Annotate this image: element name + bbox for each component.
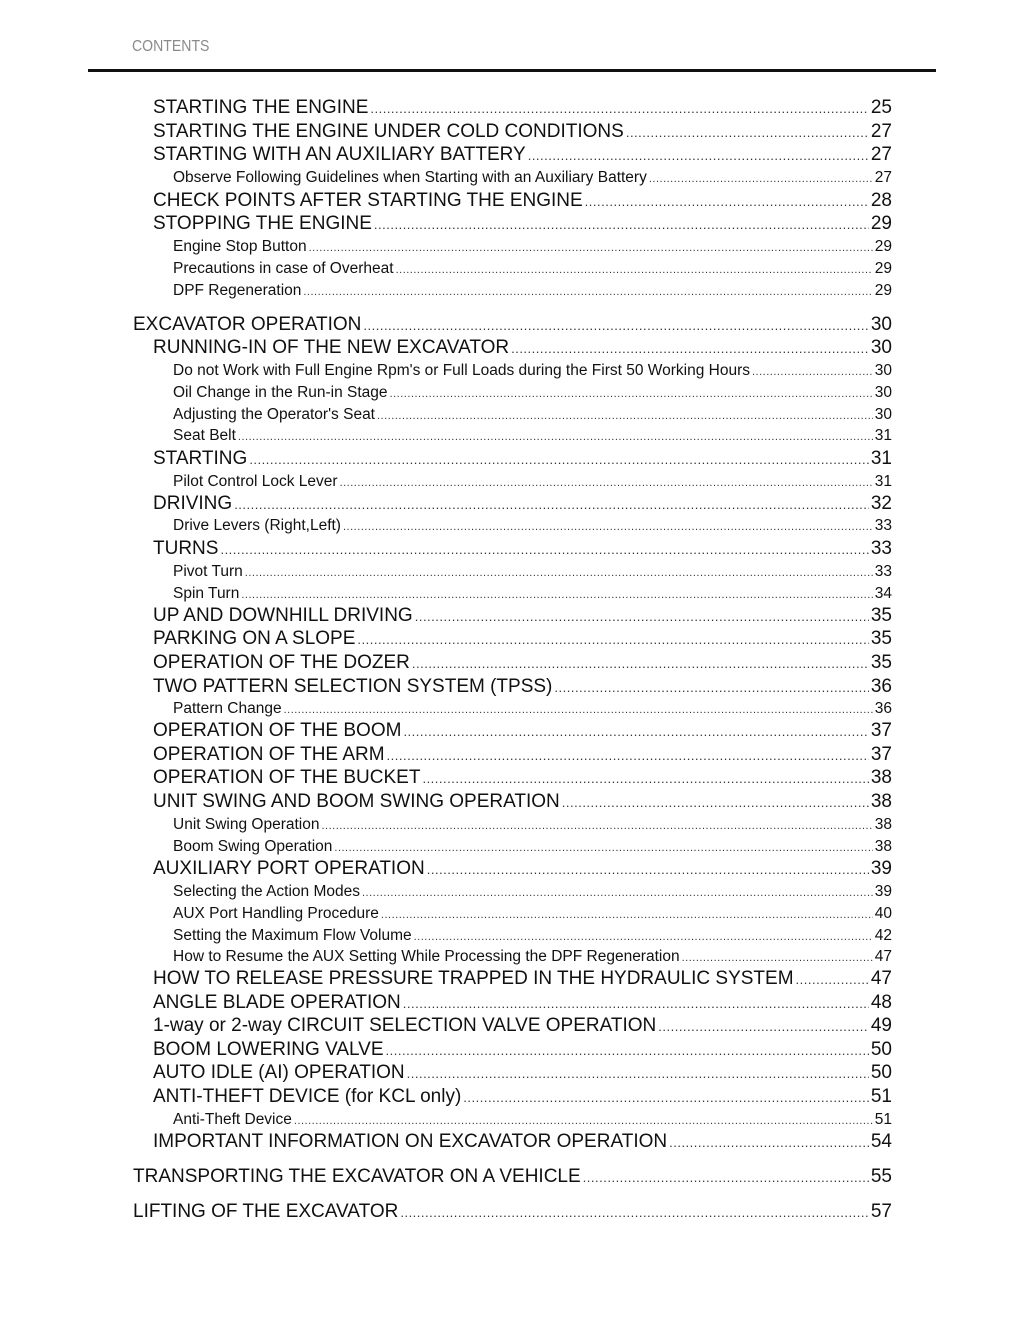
toc-entry-page: 48	[870, 992, 892, 1013]
toc-entry-title: Observe Following Guidelines when Starting with an Auxiliary Battery	[173, 169, 647, 186]
toc-entry-title: IMPORTANT INFORMATION ON EXCAVATOR OPERATION	[153, 1131, 668, 1152]
toc-entry[interactable]	[133, 314, 892, 336]
toc-entry-title: TURNS	[153, 538, 219, 559]
toc-entry-title: Boom Swing Operation	[173, 838, 333, 855]
dot-leader	[583, 1170, 869, 1185]
toc-entry-page: 57	[870, 1201, 892, 1222]
toc-entry-page: 32	[870, 493, 892, 514]
toc-entry-title: STOPPING THE ENGINE	[153, 213, 372, 234]
dot-leader	[658, 1019, 869, 1034]
toc-entry[interactable]	[153, 767, 892, 789]
toc-entry-title: Anti-Theft Device	[173, 1111, 292, 1128]
toc-entry-title: UP AND DOWNHILL DRIVING	[153, 605, 413, 626]
toc-entry-page: 33	[870, 538, 892, 559]
dot-leader	[463, 1090, 869, 1105]
toc-entry-title: OPERATION OF THE BUCKET	[153, 767, 421, 788]
dot-leader	[363, 318, 868, 333]
dot-leader	[390, 388, 873, 400]
toc-entry-title: BOOM LOWERING VALVE	[153, 1039, 384, 1060]
dot-leader	[284, 704, 873, 716]
toc-entry-title: OPERATION OF THE DOZER	[153, 652, 410, 673]
dot-leader	[303, 286, 872, 298]
toc-entry-page: 31	[874, 427, 892, 444]
toc-entry-page: 35	[870, 605, 892, 626]
toc-entry-page: 38	[870, 791, 892, 812]
dot-leader	[562, 795, 869, 810]
toc-entry-title: Oil Change in the Run-in Stage	[173, 384, 388, 401]
toc-entry-page: 30	[874, 406, 892, 423]
toc-entry-page: 30	[870, 337, 892, 358]
dot-leader	[626, 125, 869, 140]
dot-leader	[340, 477, 873, 489]
toc-entry-title: AUX Port Handling Procedure	[173, 905, 379, 922]
toc-entry[interactable]	[173, 427, 892, 445]
toc-entry-page: 29	[874, 260, 892, 277]
toc-entry-page: 29	[870, 213, 892, 234]
toc-entry-page: 37	[870, 720, 892, 741]
dot-leader	[422, 771, 868, 786]
toc-entry[interactable]	[173, 362, 892, 380]
toc-entry-title: HOW TO RELEASE PRESSURE TRAPPED IN THE HYDRAULIC SYSTEM	[153, 968, 794, 989]
dot-leader	[682, 952, 873, 964]
dot-leader	[343, 521, 873, 533]
toc-entry-page: 47	[874, 948, 892, 965]
toc-entry-page: 36	[874, 700, 892, 717]
dot-leader	[249, 452, 869, 467]
toc-entry-title: RUNNING-IN OF THE NEW EXCAVATOR	[153, 337, 510, 358]
toc-entry-title: Spin Turn	[173, 585, 240, 602]
toc-entry-page: 51	[874, 1111, 892, 1128]
toc-entry-page: 27	[870, 144, 892, 165]
toc-entry[interactable]	[173, 700, 892, 718]
toc-entry-page: 27	[870, 121, 892, 142]
toc-entry[interactable]	[153, 858, 892, 880]
toc-entry[interactable]	[173, 406, 892, 424]
toc-entry-page: 42	[874, 927, 892, 944]
dot-leader	[374, 217, 869, 232]
dot-leader	[400, 1205, 869, 1220]
dot-leader	[377, 410, 873, 422]
toc-entry[interactable]	[173, 260, 892, 278]
dot-leader	[407, 1066, 869, 1081]
toc-entry-page: 31	[874, 473, 892, 490]
toc-entry[interactable]	[153, 968, 892, 990]
dot-leader	[387, 748, 869, 763]
toc-entry-page: 29	[874, 282, 892, 299]
toc-entry-page: 39	[870, 858, 892, 879]
toc-entry-page: 29	[874, 238, 892, 255]
dot-leader	[357, 632, 868, 647]
toc-entry-title: PARKING ON A SLOPE	[153, 628, 356, 649]
toc-entry[interactable]	[133, 1201, 892, 1223]
toc-entry[interactable]	[153, 1039, 892, 1061]
toc-entry-page: 33	[874, 517, 892, 534]
toc-entry[interactable]	[153, 791, 892, 813]
toc-entry-page: 38	[870, 767, 892, 788]
toc-entry-title: STARTING THE ENGINE UNDER COLD CONDITIONS	[153, 121, 624, 142]
toc-entry-title: EXCAVATOR OPERATION	[133, 314, 362, 335]
dot-leader	[415, 609, 869, 624]
toc-entry-page: 38	[874, 816, 892, 833]
toc-entry[interactable]	[173, 563, 892, 581]
dot-leader	[381, 909, 873, 921]
toc-entry[interactable]	[153, 213, 892, 235]
dot-leader	[511, 341, 869, 356]
dot-leader	[669, 1135, 869, 1150]
toc-entry-page: 33	[874, 563, 892, 580]
page-header-title: CONTENTS	[132, 38, 210, 55]
toc-entry[interactable]	[173, 927, 892, 945]
toc-entry-page: 50	[870, 1062, 892, 1083]
toc-entry-page: 38	[874, 838, 892, 855]
dot-leader	[294, 1115, 873, 1127]
toc-entry[interactable]	[153, 1062, 892, 1084]
toc-entry-title: OPERATION OF THE BOOM	[153, 720, 402, 741]
dot-leader	[321, 820, 872, 832]
toc-entry[interactable]	[173, 473, 892, 491]
toc-entry-page: 36	[870, 676, 892, 697]
dot-leader	[241, 589, 872, 601]
toc-entry-title: Unit Swing Operation	[173, 816, 320, 833]
toc-entry-title: Precautions in case of Overheat	[173, 260, 394, 277]
toc-entry-title: LIFTING OF THE EXCAVATOR	[133, 1201, 399, 1222]
dot-leader	[752, 366, 873, 378]
dot-leader	[362, 887, 873, 899]
toc-entry[interactable]	[153, 652, 892, 674]
toc-entry[interactable]	[153, 121, 892, 143]
toc-entry[interactable]	[153, 1086, 892, 1108]
toc-entry-title: STARTING WITH AN AUXILIARY BATTERY	[153, 144, 526, 165]
dot-leader	[528, 148, 869, 163]
toc-entry[interactable]	[153, 992, 892, 1014]
toc-entry-page: 50	[870, 1039, 892, 1060]
toc-entry[interactable]	[153, 628, 892, 650]
toc-entry[interactable]	[173, 883, 892, 901]
dot-leader	[796, 972, 869, 987]
dot-leader	[649, 173, 873, 185]
toc-entry-title: How to Resume the AUX Setting While Processing the DPF Regeneration	[173, 948, 680, 965]
toc-entry[interactable]	[153, 744, 892, 766]
toc-entry-page: 54	[870, 1131, 892, 1152]
toc-entry[interactable]	[173, 282, 892, 300]
toc-entry-title: STARTING	[153, 448, 248, 469]
toc-entry-title: TRANSPORTING THE EXCAVATOR ON A VEHICLE	[133, 1166, 581, 1187]
toc-entry-page: 55	[870, 1166, 892, 1187]
toc-entry-page: 35	[870, 652, 892, 673]
toc-entry-page: 30	[870, 314, 892, 335]
toc-entry-title: 1-way or 2-way CIRCUIT SELECTION VALVE OPERATION	[153, 1015, 657, 1036]
dot-leader	[309, 242, 873, 254]
toc-entry[interactable]	[153, 720, 892, 742]
toc-entry-title: Selecting the Action Modes	[173, 883, 360, 900]
toc-entry[interactable]	[153, 97, 892, 119]
toc-entry[interactable]	[173, 384, 892, 402]
toc-entry-page: 30	[874, 384, 892, 401]
toc-entry[interactable]	[173, 585, 892, 603]
toc-entry-page: 31	[870, 448, 892, 469]
dot-leader	[238, 431, 873, 443]
toc-entry-page: 27	[874, 169, 892, 186]
toc-entry[interactable]	[153, 190, 892, 212]
toc-entry-page: 35	[870, 628, 892, 649]
toc-entry[interactable]	[153, 1131, 892, 1153]
toc-entry[interactable]	[173, 1111, 892, 1129]
toc-entry[interactable]	[173, 517, 892, 535]
toc-entry-page: 47	[870, 968, 892, 989]
toc-entry-title: Seat Belt	[173, 427, 236, 444]
toc-entry-title: Pilot Control Lock Lever	[173, 473, 338, 490]
toc-entry-title: AUTO IDLE (AI) OPERATION	[153, 1062, 405, 1083]
toc-entry-title: DRIVING	[153, 493, 233, 514]
toc-entry-title: Drive Levers (Right,Left)	[173, 517, 341, 534]
toc-entry-title: ANTI-THEFT DEVICE (for KCL only)	[153, 1086, 462, 1107]
dot-leader	[427, 862, 869, 877]
toc-entry[interactable]	[173, 948, 892, 966]
toc-entry[interactable]	[173, 905, 892, 923]
dot-leader	[370, 101, 868, 116]
toc-entry-page: 28	[870, 190, 892, 211]
toc-entry-title: TWO PATTERN SELECTION SYSTEM (TPSS)	[153, 676, 553, 697]
toc-entry-page: 39	[874, 883, 892, 900]
dot-leader	[414, 931, 873, 943]
header-divider	[88, 69, 936, 72]
toc-entry-title: UNIT SWING AND BOOM SWING OPERATION	[153, 791, 560, 812]
toc-entry[interactable]	[153, 448, 892, 470]
toc-entry-page: 30	[874, 362, 892, 379]
toc-entry-title: Adjusting the Operator's Seat	[173, 406, 375, 423]
toc-entry-title: Engine Stop Button	[173, 238, 307, 255]
toc-entry-page: 40	[874, 905, 892, 922]
dot-leader	[396, 264, 873, 276]
toc-entry-page: 25	[870, 97, 892, 118]
dot-leader	[245, 567, 873, 579]
toc-entry-title: STARTING THE ENGINE	[153, 97, 369, 118]
dot-leader	[403, 996, 869, 1011]
dot-leader	[403, 724, 868, 739]
toc-entry-title: Pivot Turn	[173, 563, 243, 580]
toc-entry[interactable]	[153, 1015, 892, 1037]
toc-entry[interactable]	[153, 538, 892, 560]
dot-leader	[412, 656, 869, 671]
toc-entry-title: Do not Work with Full Engine Rpm's or Full Loads during the First 50 Working Hours	[173, 362, 750, 379]
dot-leader	[334, 842, 872, 854]
toc-entry-page: 49	[870, 1015, 892, 1036]
toc-entry[interactable]	[173, 238, 892, 256]
toc-entry-page: 37	[870, 744, 892, 765]
toc-entry[interactable]	[153, 144, 892, 166]
toc-entry[interactable]	[153, 605, 892, 627]
toc-entry-title: Setting the Maximum Flow Volume	[173, 927, 412, 944]
toc-entry-title: ANGLE BLADE OPERATION	[153, 992, 401, 1013]
toc-entry-page: 34	[874, 585, 892, 602]
dot-leader	[585, 194, 869, 209]
dot-leader	[386, 1043, 869, 1058]
toc-entry[interactable]	[153, 676, 892, 698]
dot-leader	[220, 542, 868, 557]
toc-entry[interactable]	[153, 337, 892, 359]
toc-entry-title: CHECK POINTS AFTER STARTING THE ENGINE	[153, 190, 583, 211]
toc-entry[interactable]	[133, 1166, 892, 1188]
toc-entry[interactable]	[173, 816, 892, 834]
toc-entry-title: AUXILIARY PORT OPERATION	[153, 858, 425, 879]
toc-entry[interactable]	[153, 493, 892, 515]
toc-entry-title: Pattern Change	[173, 700, 282, 717]
toc-entry-page: 51	[870, 1086, 892, 1107]
dot-leader	[554, 680, 868, 695]
toc-entry-title: DPF Regeneration	[173, 282, 302, 299]
toc-entry[interactable]	[173, 838, 892, 856]
toc-entry[interactable]	[173, 169, 892, 187]
toc-entry-title: OPERATION OF THE ARM	[153, 744, 385, 765]
dot-leader	[234, 497, 869, 512]
